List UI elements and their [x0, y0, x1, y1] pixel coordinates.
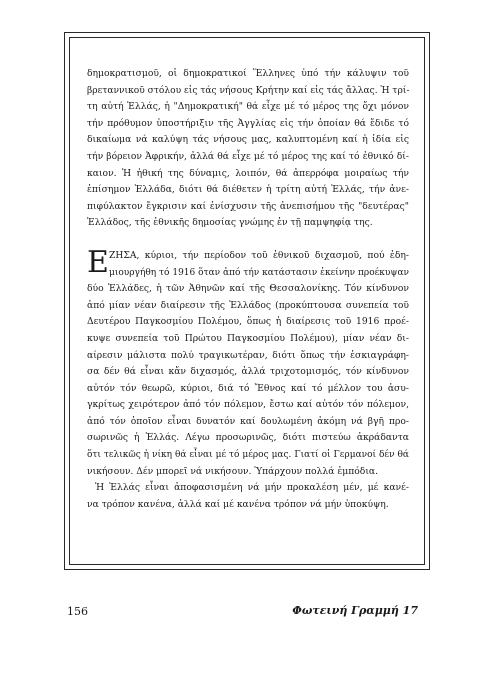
text-line: ὅτι τελικῶς ἡ νίκη θά εἶναι μέ τό μέρος μας. Γιατί οἱ Γερμανοί δέν θά: [87, 450, 409, 461]
text-line: να τρόπον κανένα, ἀλλά καί μέ κανένα τρόπον νά μήν ὑποκύψη.: [87, 498, 389, 510]
text-line: αὐτόν τόν θεωρῶ, κύριοι, διά τό Ἔθνος καί τό μέλλον του ἀσυ-: [87, 382, 409, 394]
text-line: Ἡ Ἑλλάς εἶναι ἀποφασισμένη νά μήν προκαλέση μέν, μέ κανέ-: [95, 482, 409, 494]
text-line: σα δέν θά εἶναι κἄν διχασμός, ἀλλά τριχοτομισμός, τόν κίνδυνον: [87, 366, 409, 378]
text-line: ΖΗΣΑ, κύριοι, τήν περίοδον τοῦ ἐθνικοῦ διχασμοῦ, πού ἐδη-: [109, 249, 409, 261]
text-line: ἀπό τόν ὁποῖον εἶναι δυνατόν καί δουλωμένη ἀκόμη νά βγῆ προ-: [87, 415, 409, 427]
text-line: δικαίωμα νά καλύψη τάς νήσους μας, καλυπτομένη καί ἡ ἰδία εἰς: [87, 134, 409, 146]
text-line: τήν βόρειον Ἀφρικήν, ἀλλά θά εἶχε μέ τό μέρος της καί τό ἐθνικό δί-: [87, 150, 409, 162]
text-line: μιουργήθη τό 1916 ὅταν ἀπό τήν κατάστασιν ἐκείνην προέκυψαν: [109, 267, 409, 278]
text-line: ἐπίσημον Ἑλλάδα, διότι θά διέθετεν ἡ τρίτη αὐτή Ἑλλάς, τήν ἀνε-: [87, 184, 409, 196]
text-line: ἀπό μίαν νέαν διαίρεσιν τῆς Ἑλλάδος (προκύπτουσα συνεπεία τοῦ: [87, 299, 409, 311]
text-line: σωρινῶς ἡ Ἑλλάς. Λέγω προσωρινῶς, διότι πιστεύω ἀκράδαντα: [87, 432, 409, 444]
text-line: νικήσουν. Δέν μπορεῖ νά νικήσουν. Ὑπάρχουν πολλά ἐμπόδια.: [87, 465, 379, 477]
text-line: κυψε συνεπεία τοῦ Πρώτου Παγκοσμίου Πολέμου), μίαν νέαν δι-: [87, 332, 409, 344]
text-line: πιφύλακτον ἔγκρισιν καί ἐνίσχυσιν τῆς ἀνεπισήμου τῆς "δευτέρας": [87, 200, 409, 212]
body-text: [87, 66, 409, 513]
text-line: δημοκρατισμοῦ, οἱ δημοκρατικοί Ἕλληνες ὑπό τήν κάλυψιν τοῦ: [87, 68, 409, 79]
text-line: Δευτέρου Παγκοσμίου Πολέμου, ὅπως ἡ διαίρεσις τοῦ 1916 προέ-: [87, 316, 409, 328]
text-line: τη αὐτή Ἑλλάς, ἡ "Δημοκρατική" θά εἶχε μέ τό μέρος της ὄχι μόνον: [87, 101, 409, 113]
running-title: Φωτεινή Γραμμή 17: [292, 604, 418, 617]
text-line: Ἑλλάδος, τῆς ἐθνικῆς δημοσίας γνώμης ἐν τῇ παμψηφίᾳ της.: [87, 217, 373, 229]
text-line: τήν πρόθυμον ὑποστήριξιν τῆς Ἀγγλίας εἰς τήν ὁποίαν θά ἔδιδε τό: [87, 117, 409, 129]
paragraph-spacer: [87, 232, 409, 248]
drop-cap: Ε: [87, 244, 109, 280]
paragraph-2: [87, 244, 409, 480]
text-line: δύο Ἑλλάδες, ἡ τῶν Ἀθηνῶν καί τῆς Θεσσαλονίκης. Τόν κίνδυνον: [87, 283, 409, 295]
page-number: 156: [67, 605, 88, 618]
paragraph-3: [87, 480, 409, 513]
text-line: βρεταννικοῦ στόλου εἰς τάς νήσους Κρήτην καί εἰς τάς ἄλλας. Ἡ τρί-: [87, 85, 409, 96]
text-line: γκρίτως χειρότερον ἀπό τόν πόλεμον, ἔστω καί αὐτόν τόν πόλεμον,: [87, 399, 409, 411]
text-line: καιον. Ἡ ἠθική της δύναμις, λοιπόν, θά ἀπερρόφα μοιραίως τήν: [87, 167, 409, 179]
text-line: αίρεσιν μάλιστα πολύ τραγικωτέραν, διότι ὅπως τήν ἐσκιαγράφη-: [87, 349, 409, 361]
paragraph-1: [87, 66, 409, 232]
